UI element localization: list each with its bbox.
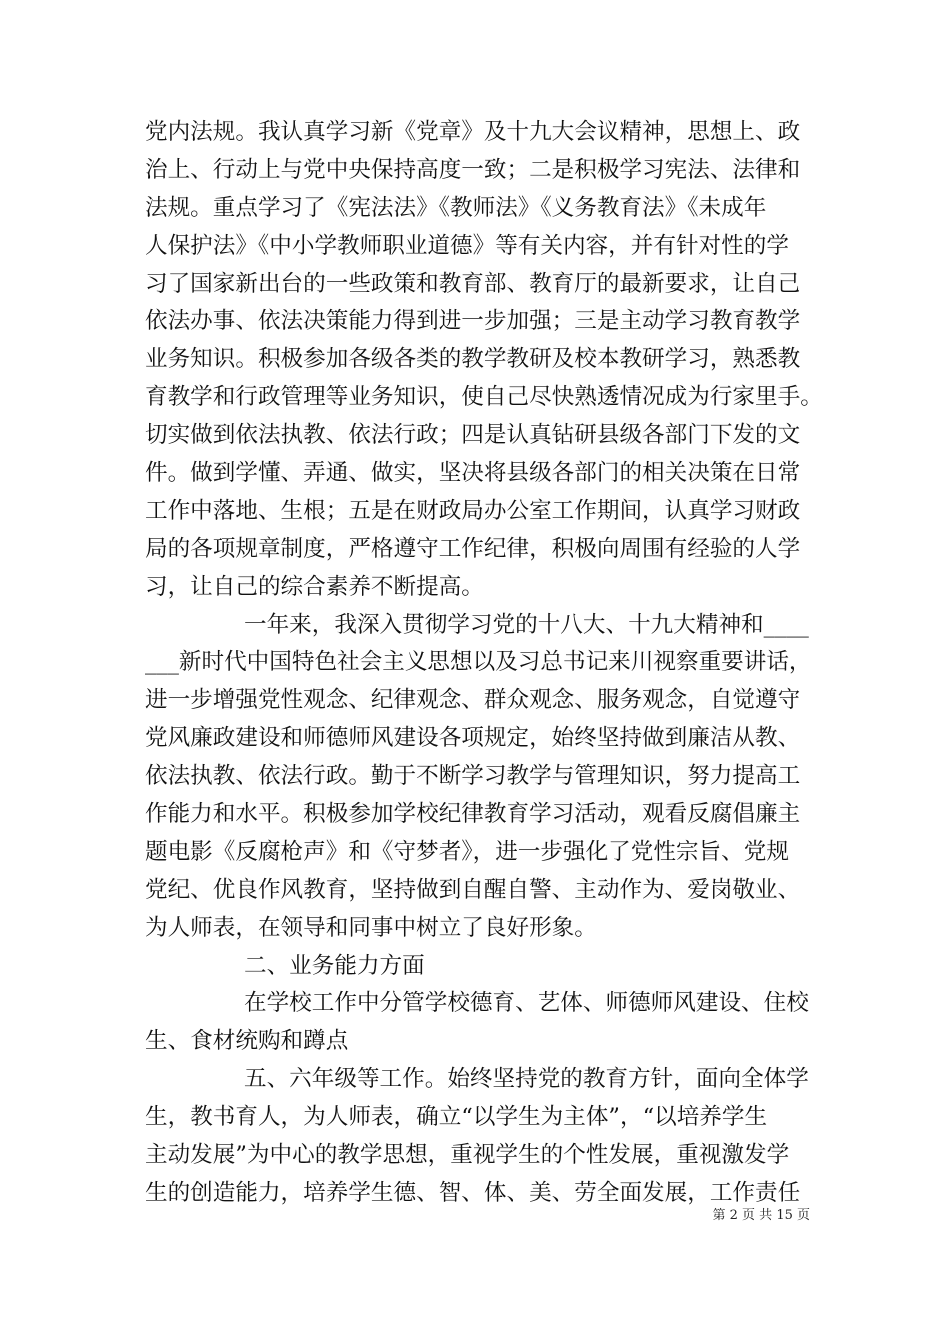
text-line: 依法执教、依法行政。勤于不断学习教学与管理知识，努力提高工	[145, 763, 801, 790]
text-line: 件。做到学懂、弄通、做实，坚决将县级各部门的相关决策在日常	[145, 460, 801, 487]
text-line: 局的各项规章制度，严格遵守工作纪律，积极向周围有经验的人学	[145, 535, 801, 562]
text-line: 生、食材统购和蹲点	[145, 1028, 349, 1055]
text-line: 生，教书育人，为人师表，确立“以学生为主体”，“以培养学生	[145, 1104, 768, 1131]
text-line: 生的创造能力，培养学生德、智、体、美、劳全面发展，工作责任	[145, 1179, 801, 1206]
text-line: 进一步增强党性观念、纪律观念、群众观念、服务观念，自觉遵守	[145, 687, 801, 714]
text-line: 一年来，我深入贯彻学习党的十八大、十九大精神和____	[244, 611, 809, 638]
text-line: 党内法规。我认真学习新《党章》及十九大会议精神，思想上、政	[145, 119, 801, 145]
text-line: 业务知识。积极参加各级各类的教学教研及校本教研学习，熟悉教	[145, 346, 801, 373]
text-line: 党风廉政建设和师德师风建设各项规定，始终坚持做到廉洁从教、	[145, 725, 801, 752]
text-line: 人保护法》《中小学教师职业道德》等有关内容，并有针对性的学	[145, 232, 789, 259]
text-line: ___新时代中国特色社会主义思想以及习总书记来川视察重要讲话，	[145, 649, 812, 676]
text-line: 作能力和水平。积极参加学校纪律教育学习活动，观看反腐倡廉主	[145, 801, 801, 828]
text-line: 在学校工作中分管学校德育、艺体、师德师风建设、住校	[244, 990, 809, 1017]
text-line: 习，让自己的综合素养不断提高。	[145, 573, 484, 600]
text-line: 依法办事、依法决策能力得到进一步加强；三是主动学习教育教学	[145, 308, 801, 335]
text-line: 五、六年级等工作。始终坚持党的教育方针，面向全体学	[244, 1066, 809, 1093]
text-line: 为人师表，在领导和同事中树立了良好形象。	[145, 914, 597, 941]
text-line: 主动发展”为中心的教学思想，重视学生的个性发展，重视激发学	[145, 1142, 790, 1169]
text-line: 党纪、优良作风教育，坚持做到自醒自警、主动作为、爱岗敬业、	[145, 876, 801, 903]
text-line: 工作中落地、生根；五是在财政局办公室工作期间，认真学习财政	[145, 497, 801, 524]
page-number-footer: 第 2 页 共 15 页	[712, 1208, 810, 1223]
text-line: 治上、行动上与党中央保持高度一致；二是积极学习宪法、法律和	[145, 156, 801, 183]
text-line: 切实做到依法执教、依法行政；四是认真钻研县级各部门下发的文	[145, 422, 801, 449]
body-text	[145, 114, 823, 1213]
text-line: 二、业务能力方面	[244, 952, 425, 979]
text-line: 法规。重点学习了《宪法法》《教师法》《义务教育法》《未成年	[145, 194, 767, 221]
text-line: 题电影《反腐枪声》和《守梦者》，进一步强化了党性宗旨、党规	[145, 838, 789, 865]
text-line: 习了国家新出台的一些政策和教育部、教育厅的最新要求，让自己	[145, 270, 801, 297]
text-line: 育教学和行政管理等业务知识，使自己尽快熟透情况成为行家里手。	[145, 384, 823, 411]
